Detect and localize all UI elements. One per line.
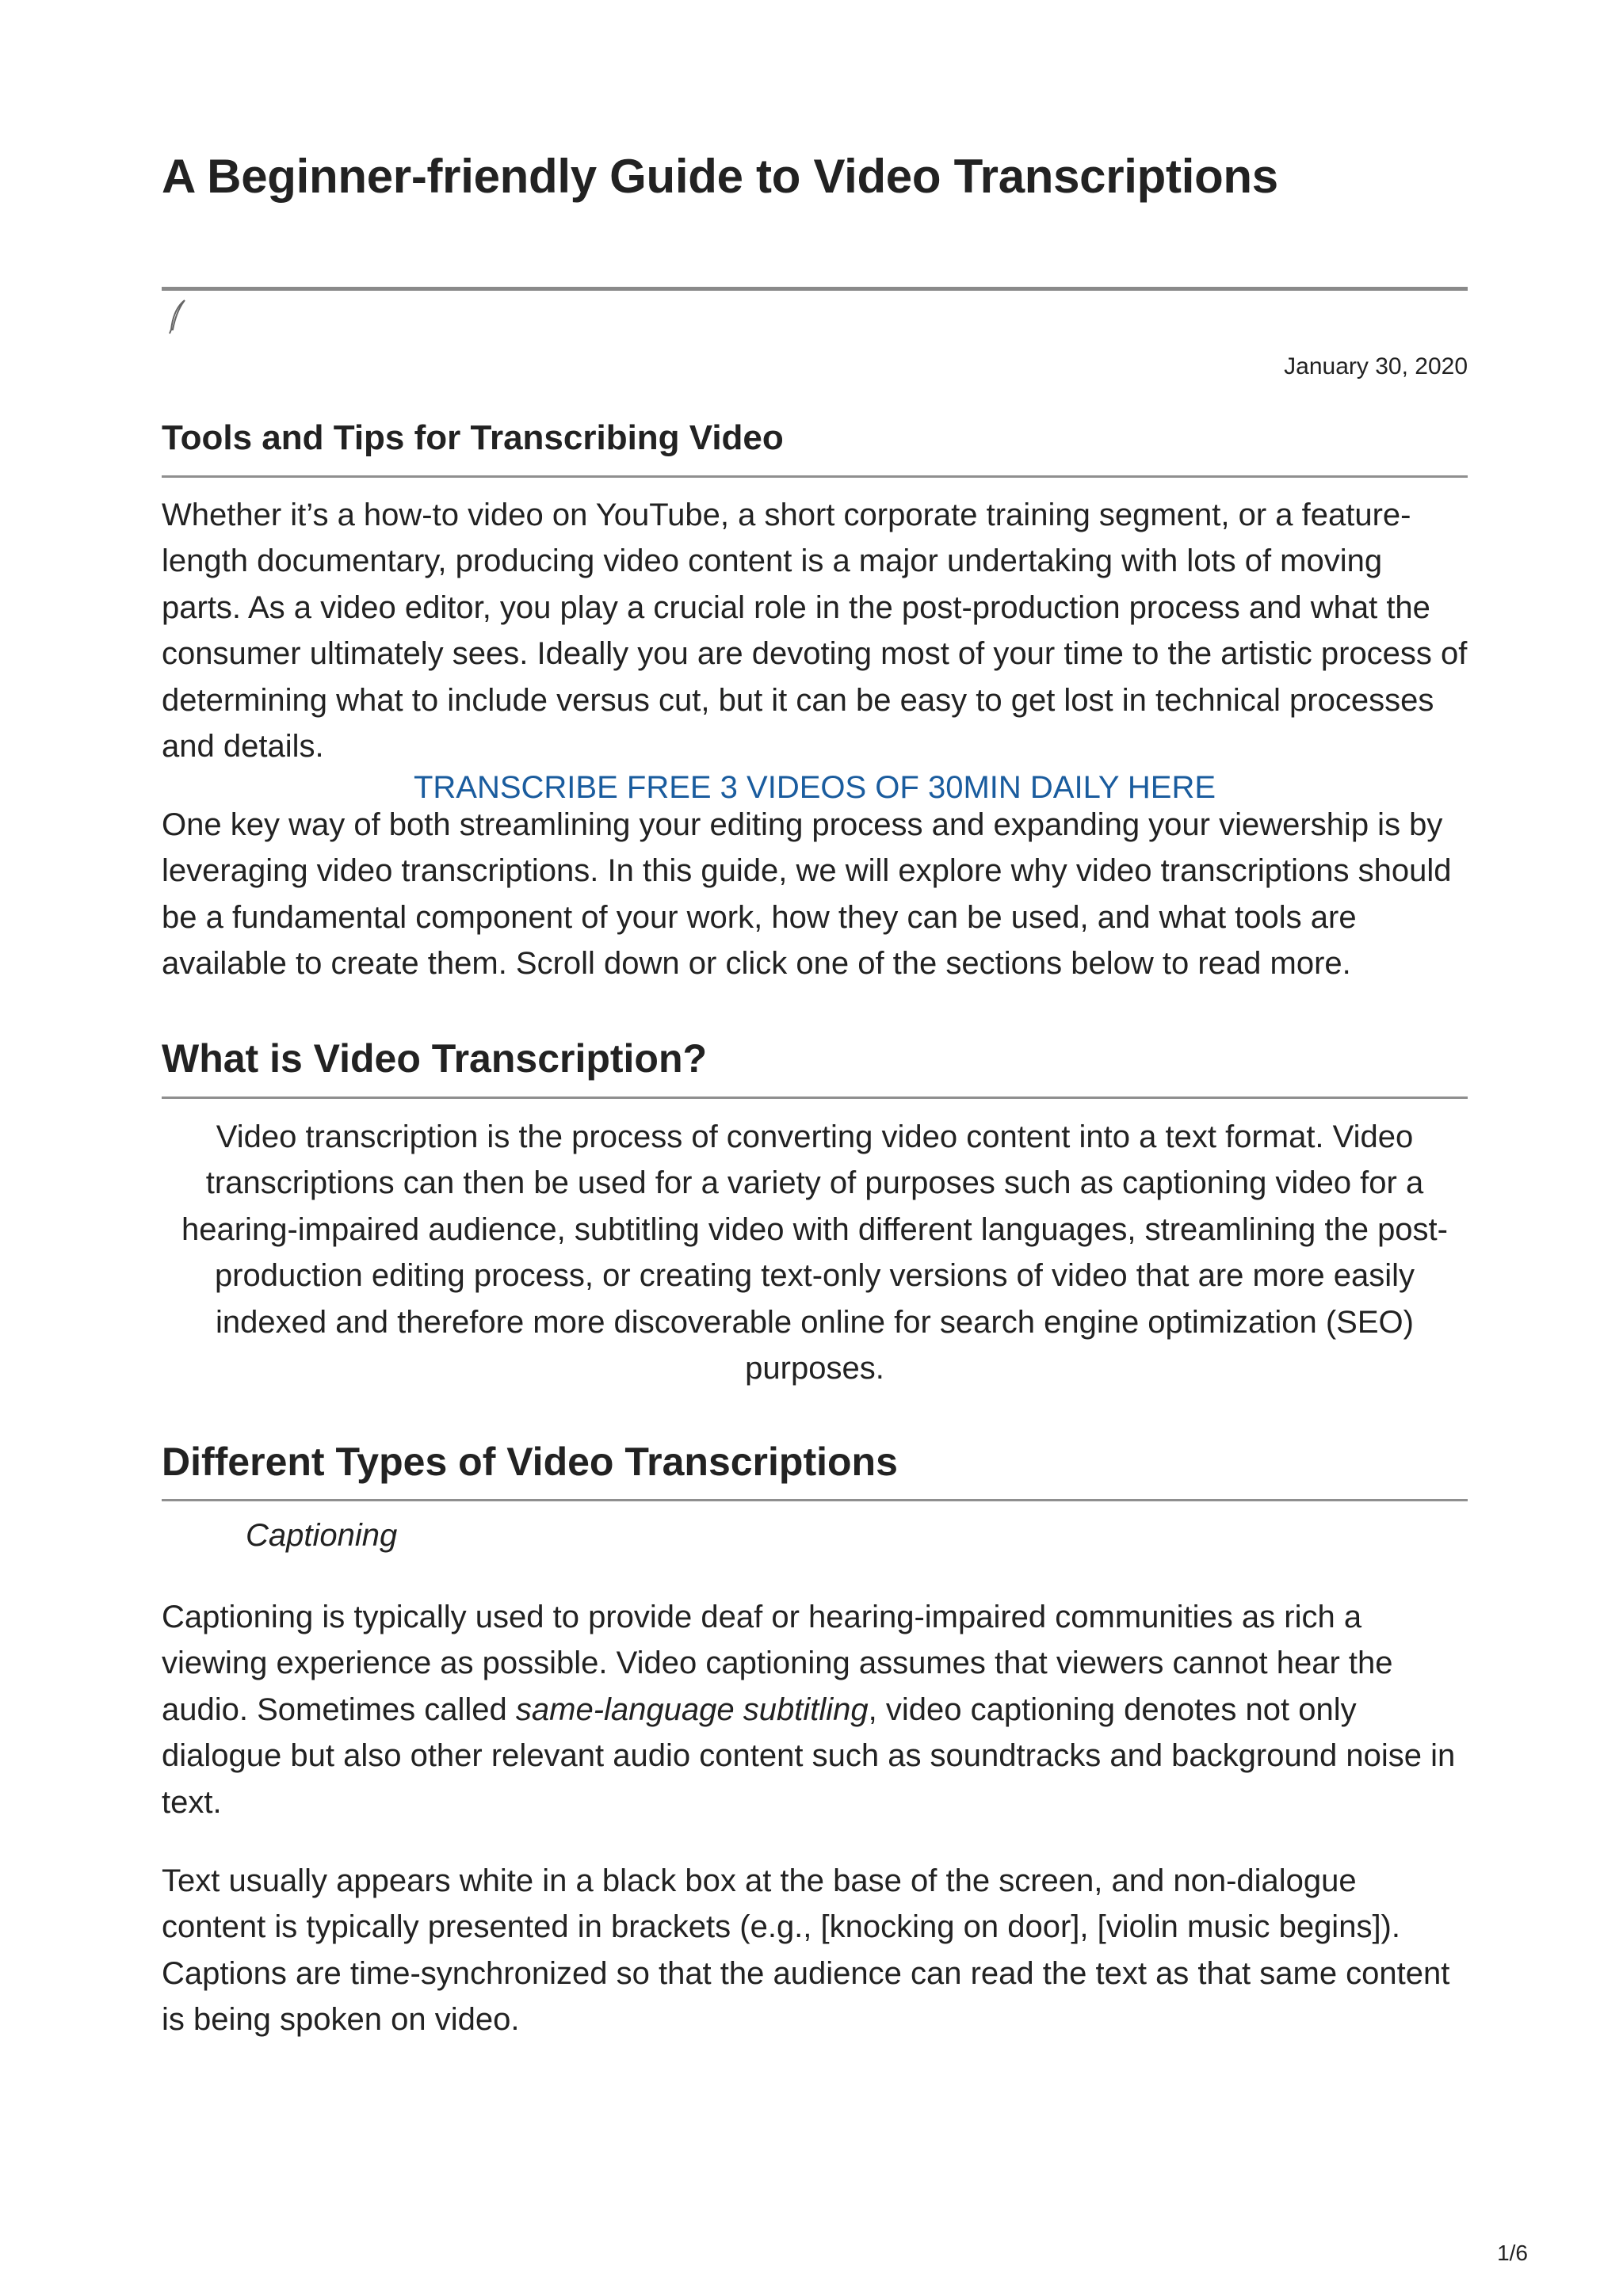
captioning-text-end: , video captioning denotes not only dialogue but also other relevant audio content such as soundtracks and background noise in text. <box>162 1691 1456 1820</box>
captioning-paragraph <box>162 1594 1468 1825</box>
title-divider <box>162 287 1468 291</box>
section-heading-tools-tips: Tools and Tips for Transcribing Video <box>162 418 784 457</box>
section-heading-types: Different Types of Video Transcriptions <box>162 1440 898 1484</box>
emphasized-term: same-language subtitling <box>515 1691 869 1727</box>
definition-paragraph: Video transcription is the process of converting video content into a text format. Video transcriptions can then be used for a variety of purposes such as captioning video for a hearing-impaired audience, subtitling video with different languages, streamlining the post-production editing process, or creating text-only versions of video that are more easily indexed and therefore more discoverable online for search engine optimization (SEO) purposes. <box>181 1119 1448 1386</box>
feather-icon <box>168 298 189 334</box>
intro-paragraph: Whether it’s a how-to video on YouTube, a short corporate training segment, or a feature-length documentary, producing video content is a major undertaking with lots of moving parts. As a video editor, you play a crucial role in the post-production process and what the consumer ultimately sees. Ideally you are devoting most of your time to the artistic process of determining what to include versus cut, but it can be easy to get lost in technical processes and details. <box>162 498 1468 765</box>
caption-format-paragraph: Text usually appears white in a black box at the base of the screen, and non-dialogue content is typically presented in brackets (e.g., [knocking on door], [violin music begins]). Captions are time-synchronized so that the audience can read the text as that same content is being spoken on video. <box>162 1863 1450 2038</box>
publish-date: January 30, 2020 <box>1284 353 1468 379</box>
section-divider <box>162 475 1468 478</box>
streamlining-paragraph: One key way of both streamlining your editing process and expanding your viewership is by leveraging video transcriptions. In this guide, we will explore why video transcriptions should be a fundamental component of your work, how they can be used, and what tools are available to create them. Scroll down or click one of the sections below to read more. <box>162 807 1452 982</box>
transcribe-free-link[interactable]: TRANSCRIBE FREE 3 VIDEOS OF 30MIN DAILY HERE <box>413 770 1216 805</box>
section-divider <box>162 1097 1468 1099</box>
section-divider <box>162 1499 1468 1501</box>
captioning-text-start: Captioning is typically used to provide deaf or hearing-impaired communities as rich a viewing experience as possible. Video captioning assumes that viewers cannot hear the audio. Sometimes called <box>162 1600 1393 1727</box>
document-title: A Beginner-friendly Guide to Video Transcriptions <box>162 150 1278 203</box>
section-heading-what-is: What is Video Transcription? <box>162 1036 708 1081</box>
page-number: 1/6 <box>1497 2241 1528 2265</box>
captioning-subheading: Captioning <box>246 1518 398 1553</box>
